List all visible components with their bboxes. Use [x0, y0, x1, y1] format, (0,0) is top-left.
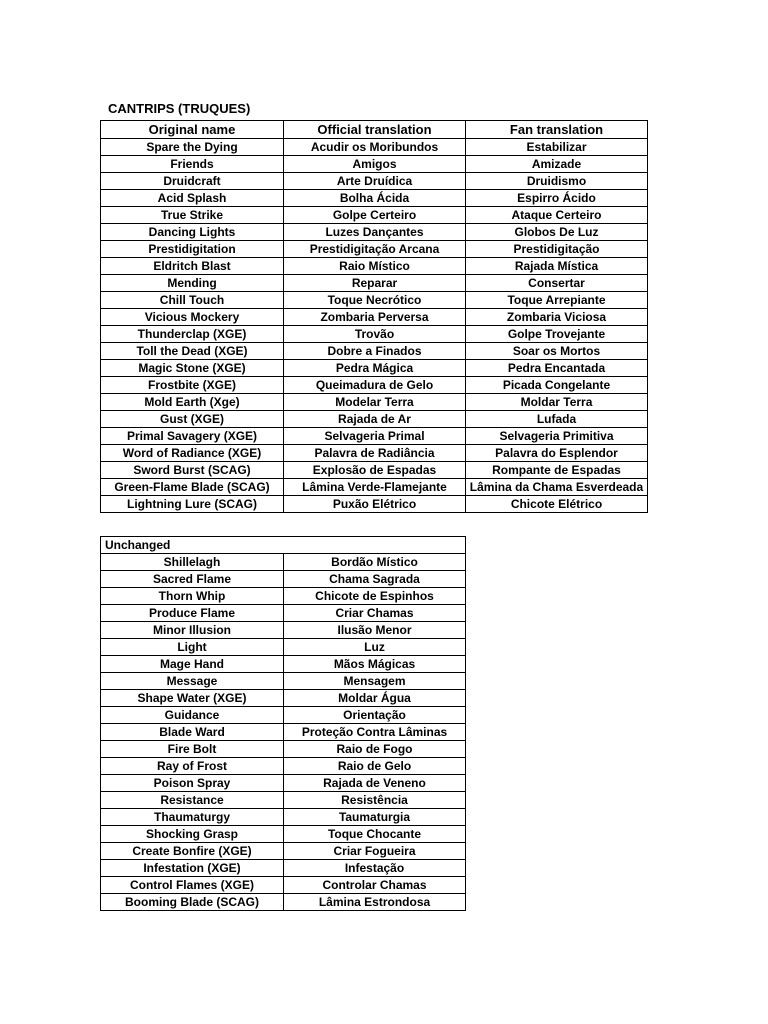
original-name-cell: Spare the Dying	[101, 139, 284, 156]
fan-translation-cell: Lufada	[466, 411, 648, 428]
official-translation-cell: Golpe Certeiro	[284, 207, 466, 224]
original-name-cell: Eldritch Blast	[101, 258, 284, 275]
fan-translation-cell: Druidismo	[466, 173, 648, 190]
translation-cell: Criar Chamas	[284, 605, 466, 622]
column-header-fan-translation: Fan translation	[466, 121, 648, 139]
table-row	[101, 758, 466, 775]
original-name-cell: Mending	[101, 275, 284, 292]
table-row	[101, 173, 648, 190]
official-translation-cell: Prestidigitação Arcana	[284, 241, 466, 258]
table-row	[101, 639, 466, 656]
original-name-cell: Minor Illusion	[101, 622, 284, 639]
original-name-cell: Frostbite (XGE)	[101, 377, 284, 394]
original-name-cell: Acid Splash	[101, 190, 284, 207]
unchanged-table-body	[101, 537, 466, 911]
fan-translation-cell: Soar os Mortos	[466, 343, 648, 360]
original-name-cell: Ray of Frost	[101, 758, 284, 775]
official-translation-cell: Acudir os Moribundos	[284, 139, 466, 156]
translation-cell: Taumaturgia	[284, 809, 466, 826]
translation-cell: Mãos Mágicas	[284, 656, 466, 673]
original-name-cell: Light	[101, 639, 284, 656]
original-name-cell: Mage Hand	[101, 656, 284, 673]
cantrips-header-row	[101, 121, 648, 139]
original-name-cell: Thorn Whip	[101, 588, 284, 605]
original-name-cell: Friends	[101, 156, 284, 173]
translation-cell: Ilusão Menor	[284, 622, 466, 639]
fan-translation-cell: Globos De Luz	[466, 224, 648, 241]
table-row	[101, 190, 648, 207]
cantrips-table	[100, 120, 648, 513]
original-name-cell: Word of Radiance (XGE)	[101, 445, 284, 462]
table-row	[101, 554, 466, 571]
original-name-cell: Blade Ward	[101, 724, 284, 741]
table-row	[101, 377, 648, 394]
fan-translation-cell: Golpe Trovejante	[466, 326, 648, 343]
original-name-cell: Toll the Dead (XGE)	[101, 343, 284, 360]
fan-translation-cell: Chicote Elétrico	[466, 496, 648, 513]
original-name-cell: Magic Stone (XGE)	[101, 360, 284, 377]
translation-cell: Lâmina Estrondosa	[284, 894, 466, 911]
table-row	[101, 571, 466, 588]
fan-translation-cell: Rajada Mística	[466, 258, 648, 275]
official-translation-cell: Selvageria Primal	[284, 428, 466, 445]
original-name-cell: Thunderclap (XGE)	[101, 326, 284, 343]
cantrips-table-body	[101, 139, 648, 513]
translation-cell: Orientação	[284, 707, 466, 724]
original-name-cell: Guidance	[101, 707, 284, 724]
translation-cell: Controlar Chamas	[284, 877, 466, 894]
official-translation-cell: Raio Místico	[284, 258, 466, 275]
translation-cell: Raio de Gelo	[284, 758, 466, 775]
table-row	[101, 860, 466, 877]
table-row	[101, 445, 648, 462]
original-name-cell: Shape Water (XGE)	[101, 690, 284, 707]
table-row	[101, 741, 466, 758]
unchanged-title: Unchanged	[101, 537, 466, 554]
table-row	[101, 411, 648, 428]
table-row	[101, 690, 466, 707]
original-name-cell: Druidcraft	[101, 173, 284, 190]
unchanged-title-row	[101, 537, 466, 554]
official-translation-cell: Amigos	[284, 156, 466, 173]
original-name-cell: Prestidigitation	[101, 241, 284, 258]
official-translation-cell: Luzes Dançantes	[284, 224, 466, 241]
table-row	[101, 622, 466, 639]
table-row	[101, 292, 648, 309]
table-row	[101, 479, 648, 496]
fan-translation-cell: Espirro Ácido	[466, 190, 648, 207]
table-row	[101, 775, 466, 792]
table-row	[101, 792, 466, 809]
table-row	[101, 673, 466, 690]
fan-translation-cell: Lâmina da Chama Esverdeada	[466, 479, 648, 496]
official-translation-cell: Arte Druídica	[284, 173, 466, 190]
original-name-cell: Create Bonfire (XGE)	[101, 843, 284, 860]
original-name-cell: Booming Blade (SCAG)	[101, 894, 284, 911]
fan-translation-cell: Pedra Encantada	[466, 360, 648, 377]
table-row	[101, 877, 466, 894]
table-row	[101, 894, 466, 911]
official-translation-cell: Explosão de Espadas	[284, 462, 466, 479]
fan-translation-cell: Palavra do Esplendor	[466, 445, 648, 462]
original-name-cell: Resistance	[101, 792, 284, 809]
table-row	[101, 843, 466, 860]
table-row	[101, 343, 648, 360]
table-row	[101, 428, 648, 445]
fan-translation-cell: Amizade	[466, 156, 648, 173]
table-row	[101, 258, 648, 275]
official-translation-cell: Trovão	[284, 326, 466, 343]
official-translation-cell: Lâmina Verde-Flamejante	[284, 479, 466, 496]
table-row	[101, 394, 648, 411]
translation-cell: Bordão Místico	[284, 554, 466, 571]
official-translation-cell: Modelar Terra	[284, 394, 466, 411]
translation-cell: Mensagem	[284, 673, 466, 690]
official-translation-cell: Rajada de Ar	[284, 411, 466, 428]
fan-translation-cell: Zombaria Viciosa	[466, 309, 648, 326]
table-row	[101, 656, 466, 673]
official-translation-cell: Dobre a Finados	[284, 343, 466, 360]
table-row	[101, 826, 466, 843]
original-name-cell: Infestation (XGE)	[101, 860, 284, 877]
original-name-cell: Thaumaturgy	[101, 809, 284, 826]
official-translation-cell: Bolha Ácida	[284, 190, 466, 207]
table-row	[101, 241, 648, 258]
original-name-cell: Poison Spray	[101, 775, 284, 792]
original-name-cell: Vicious Mockery	[101, 309, 284, 326]
fan-translation-cell: Toque Arrepiante	[466, 292, 648, 309]
translation-cell: Raio de Fogo	[284, 741, 466, 758]
table-row	[101, 309, 648, 326]
original-name-cell: Produce Flame	[101, 605, 284, 622]
translation-cell: Rajada de Veneno	[284, 775, 466, 792]
official-translation-cell: Reparar	[284, 275, 466, 292]
fan-translation-cell: Picada Congelante	[466, 377, 648, 394]
fan-translation-cell: Prestidigitação	[466, 241, 648, 258]
original-name-cell: Lightning Lure (SCAG)	[101, 496, 284, 513]
original-name-cell: Chill Touch	[101, 292, 284, 309]
original-name-cell: Sword Burst (SCAG)	[101, 462, 284, 479]
translation-cell: Moldar Água	[284, 690, 466, 707]
table-row	[101, 605, 466, 622]
original-name-cell: Message	[101, 673, 284, 690]
table-row	[101, 588, 466, 605]
table-row	[101, 809, 466, 826]
official-translation-cell: Toque Necrótico	[284, 292, 466, 309]
table-row	[101, 724, 466, 741]
official-translation-cell: Puxão Elétrico	[284, 496, 466, 513]
fan-translation-cell: Estabilizar	[466, 139, 648, 156]
original-name-cell: True Strike	[101, 207, 284, 224]
table-row	[101, 707, 466, 724]
translation-cell: Chama Sagrada	[284, 571, 466, 588]
cantrips-title: CANTRIPS (TRUQUES)	[108, 101, 251, 116]
translation-cell: Proteção Contra Lâminas	[284, 724, 466, 741]
original-name-cell: Gust (XGE)	[101, 411, 284, 428]
original-name-cell: Shocking Grasp	[101, 826, 284, 843]
column-header-original-name: Original name	[101, 121, 284, 139]
unchanged-table	[100, 536, 466, 911]
table-row	[101, 139, 648, 156]
original-name-cell: Fire Bolt	[101, 741, 284, 758]
original-name-cell: Primal Savagery (XGE)	[101, 428, 284, 445]
translation-cell: Toque Chocante	[284, 826, 466, 843]
official-translation-cell: Queimadura de Gelo	[284, 377, 466, 394]
original-name-cell: Sacred Flame	[101, 571, 284, 588]
table-row	[101, 360, 648, 377]
fan-translation-cell: Rompante de Espadas	[466, 462, 648, 479]
fan-translation-cell: Consertar	[466, 275, 648, 292]
official-translation-cell: Palavra de Radiância	[284, 445, 466, 462]
fan-translation-cell: Ataque Certeiro	[466, 207, 648, 224]
fan-translation-cell: Moldar Terra	[466, 394, 648, 411]
translation-cell: Chicote de Espinhos	[284, 588, 466, 605]
original-name-cell: Dancing Lights	[101, 224, 284, 241]
official-translation-cell: Zombaria Perversa	[284, 309, 466, 326]
fan-translation-cell: Selvageria Primitiva	[466, 428, 648, 445]
original-name-cell: Green-Flame Blade (SCAG)	[101, 479, 284, 496]
translation-cell: Infestação	[284, 860, 466, 877]
table-row	[101, 224, 648, 241]
translation-cell: Criar Fogueira	[284, 843, 466, 860]
original-name-cell: Shillelagh	[101, 554, 284, 571]
table-row	[101, 275, 648, 292]
table-row	[101, 326, 648, 343]
table-row	[101, 207, 648, 224]
original-name-cell: Control Flames (XGE)	[101, 877, 284, 894]
official-translation-cell: Pedra Mágica	[284, 360, 466, 377]
table-row	[101, 462, 648, 479]
original-name-cell: Mold Earth (Xge)	[101, 394, 284, 411]
table-row	[101, 496, 648, 513]
table-row	[101, 156, 648, 173]
column-header-official-translation: Official translation	[284, 121, 466, 139]
translation-cell: Resistência	[284, 792, 466, 809]
translation-cell: Luz	[284, 639, 466, 656]
